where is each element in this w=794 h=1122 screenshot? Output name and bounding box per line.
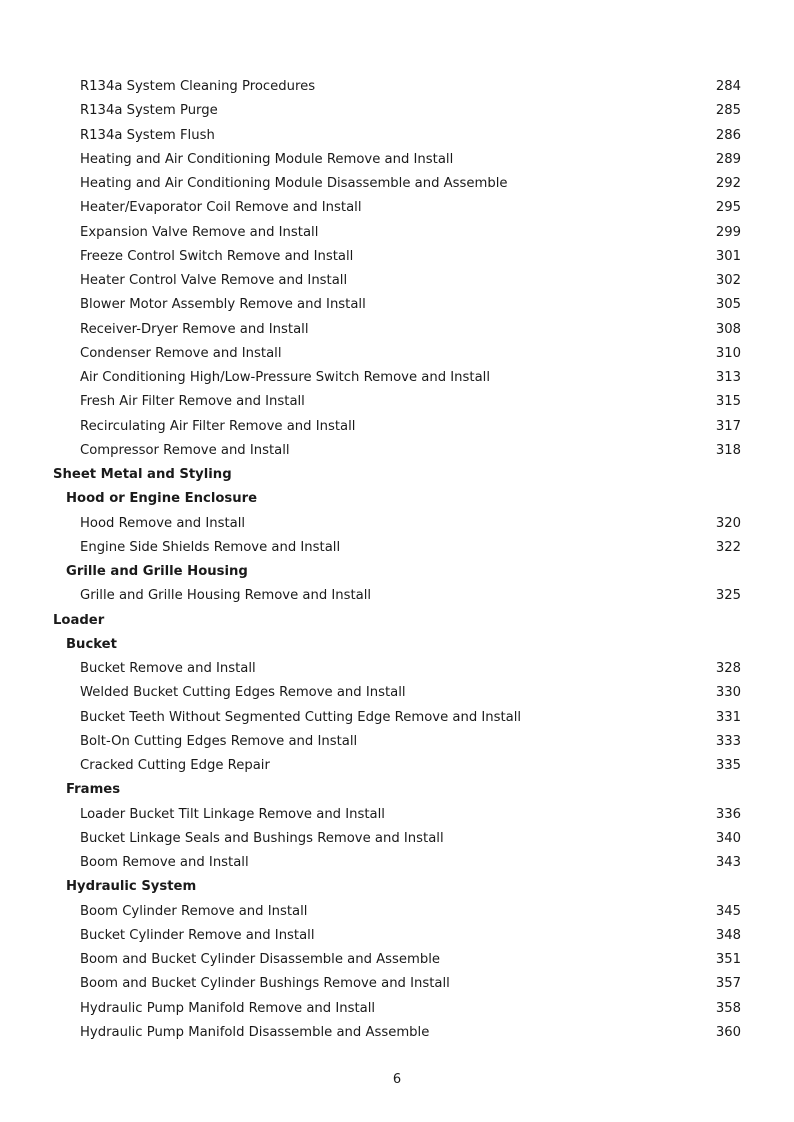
toc-entry-page: 320 (715, 515, 741, 531)
toc-entry-label: Boom Remove and Install (80, 855, 249, 870)
toc-entry[interactable] (0, 681, 794, 705)
toc-entry-label: Heating and Air Conditioning Module Disassemble and Assemble (80, 176, 508, 191)
toc-entry-page: 331 (715, 709, 741, 725)
toc-entry-label: Expansion Valve Remove and Install (80, 224, 319, 240)
toc-entry-page: 284 (715, 79, 741, 94)
toc-subsection-heading[interactable] (0, 487, 794, 511)
toc-entry-label: Boom and Bucket Cylinder Disassemble and Assemble (80, 952, 441, 967)
toc-entry-page: 325 (715, 588, 741, 604)
toc-entry-label: Bucket Remove and Install (80, 661, 256, 676)
toc-entry[interactable] (0, 730, 794, 754)
toc-entry-label: R134a System Cleaning Procedures (80, 79, 316, 94)
toc-entry-label: Boom and Bucket Cylinder Bushings Remove and Install (80, 976, 450, 992)
toc-entry[interactable] (0, 293, 794, 317)
toc-entry-page: 360 (715, 1024, 741, 1040)
toc-entry-label: R134a System Flush (80, 127, 215, 143)
toc-entry-label: Bucket Linkage Seals and Bushings Remove and Install (80, 830, 444, 846)
toc-entry-page: 333 (715, 733, 741, 749)
toc-entry-page: 302 (715, 273, 741, 288)
toc-entry-label: Recirculating Air Filter Remove and Install (80, 418, 356, 434)
toc-entry[interactable] (0, 245, 794, 269)
toc-entry-label: Bucket (66, 636, 117, 652)
toc-entry-page: 335 (715, 758, 741, 773)
toc-entry-label: Bolt-On Cutting Edges Remove and Install (80, 733, 358, 749)
toc-subsection-heading[interactable] (0, 560, 794, 584)
toc-entry-label: Compressor Remove and Install (80, 442, 290, 458)
toc-entry-label: Sheet Metal and Styling (53, 467, 232, 482)
toc-entry-label: Grille and Grille Housing (66, 564, 248, 579)
toc-section-heading[interactable] (0, 609, 794, 633)
toc-subsection-heading[interactable] (0, 875, 794, 899)
toc-entry-page: 318 (715, 442, 741, 458)
toc-subsection-heading[interactable] (0, 778, 794, 802)
toc-entry-page: 315 (715, 394, 741, 410)
toc-entry-label: Cracked Cutting Edge Repair (80, 758, 270, 773)
toc-entry[interactable] (0, 924, 794, 948)
toc-entry-label: Receiver-Dryer Remove and Install (80, 321, 309, 337)
toc-entry-page: 305 (715, 297, 741, 313)
toc-entry-page: 308 (715, 321, 741, 337)
toc-entry[interactable] (0, 706, 794, 730)
toc-entry-label: Engine Side Shields Remove and Install (80, 539, 341, 555)
toc-entry-page: 299 (715, 224, 741, 240)
toc-entry[interactable] (0, 172, 794, 196)
toc-entry-page: 285 (715, 103, 741, 119)
toc-subsection-heading[interactable] (0, 633, 794, 657)
toc-entry[interactable] (0, 851, 794, 875)
toc-entry[interactable] (0, 972, 794, 996)
toc-entry-label: Air Conditioning High/Low-Pressure Switch Remove and Install (80, 370, 490, 385)
toc-entry[interactable] (0, 1021, 794, 1045)
toc-entry-page: 292 (715, 176, 741, 191)
toc-entry-page: 330 (715, 685, 741, 701)
toc-entry[interactable] (0, 269, 794, 293)
toc-entry-page: 313 (715, 370, 741, 385)
toc-entry-label: Hood or Engine Enclosure (66, 491, 258, 507)
toc-entry-label: Bucket Cylinder Remove and Install (80, 927, 315, 943)
toc-entry-label: Boom Cylinder Remove and Install (80, 903, 308, 919)
toc-entry[interactable] (0, 803, 794, 827)
toc-entry-label: Heater/Evaporator Coil Remove and Install (80, 200, 362, 216)
toc-entry-page: 357 (715, 976, 741, 992)
toc-entry-page: 286 (715, 127, 741, 143)
toc-entry-page: 336 (715, 806, 741, 822)
toc-entry-label: Heater Control Valve Remove and Install (80, 273, 348, 288)
toc-entry[interactable] (0, 366, 794, 390)
toc-entry-page: 358 (715, 1000, 741, 1016)
toc-entry-label: Freeze Control Switch Remove and Install (80, 248, 354, 264)
toc-entry-label: Hydraulic System (66, 879, 197, 895)
toc-entry-page: 317 (715, 418, 741, 434)
table-of-contents (0, 75, 794, 1045)
toc-entry[interactable] (0, 536, 794, 560)
toc-entry-page: 340 (715, 830, 741, 846)
toc-entry-page: 348 (715, 927, 741, 943)
toc-entry-label: Grille and Grille Housing Remove and Install (80, 588, 372, 604)
toc-entry[interactable] (0, 415, 794, 439)
toc-entry[interactable] (0, 196, 794, 220)
toc-entry[interactable] (0, 148, 794, 172)
toc-entry-label: Hydraulic Pump Manifold Disassemble and Assemble (80, 1024, 430, 1040)
toc-entry-label: Hood Remove and Install (80, 515, 246, 531)
toc-entry[interactable] (0, 439, 794, 463)
toc-entry-page: 301 (715, 248, 741, 264)
toc-entry-page: 289 (715, 151, 741, 167)
toc-entry-label: Hydraulic Pump Manifold Remove and Install (80, 1000, 376, 1016)
toc-section-heading[interactable] (0, 463, 794, 487)
toc-entry[interactable] (0, 997, 794, 1021)
toc-entry[interactable] (0, 124, 794, 148)
toc-entry[interactable] (0, 900, 794, 924)
toc-entry-label: Loader (53, 612, 105, 628)
toc-entry-label: Loader Bucket Tilt Linkage Remove and Install (80, 806, 385, 822)
toc-entry-page: 310 (715, 345, 741, 361)
toc-entry-label: Frames (66, 782, 121, 798)
toc-entry[interactable] (0, 221, 794, 245)
toc-entry[interactable] (0, 657, 794, 681)
toc-entry-label: Fresh Air Filter Remove and Install (80, 394, 305, 410)
toc-entry-page: 345 (715, 903, 741, 919)
toc-entry[interactable] (0, 754, 794, 778)
toc-entry-page: 343 (715, 855, 741, 870)
toc-entry-label: Heating and Air Conditioning Module Remove and Install (80, 151, 454, 167)
toc-entry[interactable] (0, 318, 794, 342)
toc-entry[interactable] (0, 99, 794, 123)
toc-entry[interactable] (0, 948, 794, 972)
toc-entry[interactable] (0, 342, 794, 366)
toc-entry-label: Welded Bucket Cutting Edges Remove and Install (80, 685, 406, 701)
toc-entry[interactable] (0, 75, 794, 99)
toc-entry-label: Bucket Teeth Without Segmented Cutting Edge Remove and Install (80, 709, 522, 725)
toc-entry[interactable] (0, 827, 794, 851)
toc-entry-page: 295 (715, 200, 741, 216)
toc-entry-page: 328 (715, 661, 741, 676)
toc-entry-label: Blower Motor Assembly Remove and Install (80, 297, 366, 313)
toc-entry-page: 351 (715, 952, 741, 967)
toc-entry[interactable] (0, 584, 794, 608)
page-number: 6 (392, 1072, 402, 1087)
toc-entry-page: 322 (715, 539, 741, 555)
toc-entry-label: R134a System Purge (80, 103, 218, 119)
toc-entry-label: Condenser Remove and Install (80, 345, 282, 361)
toc-entry[interactable] (0, 512, 794, 536)
toc-entry[interactable] (0, 390, 794, 414)
